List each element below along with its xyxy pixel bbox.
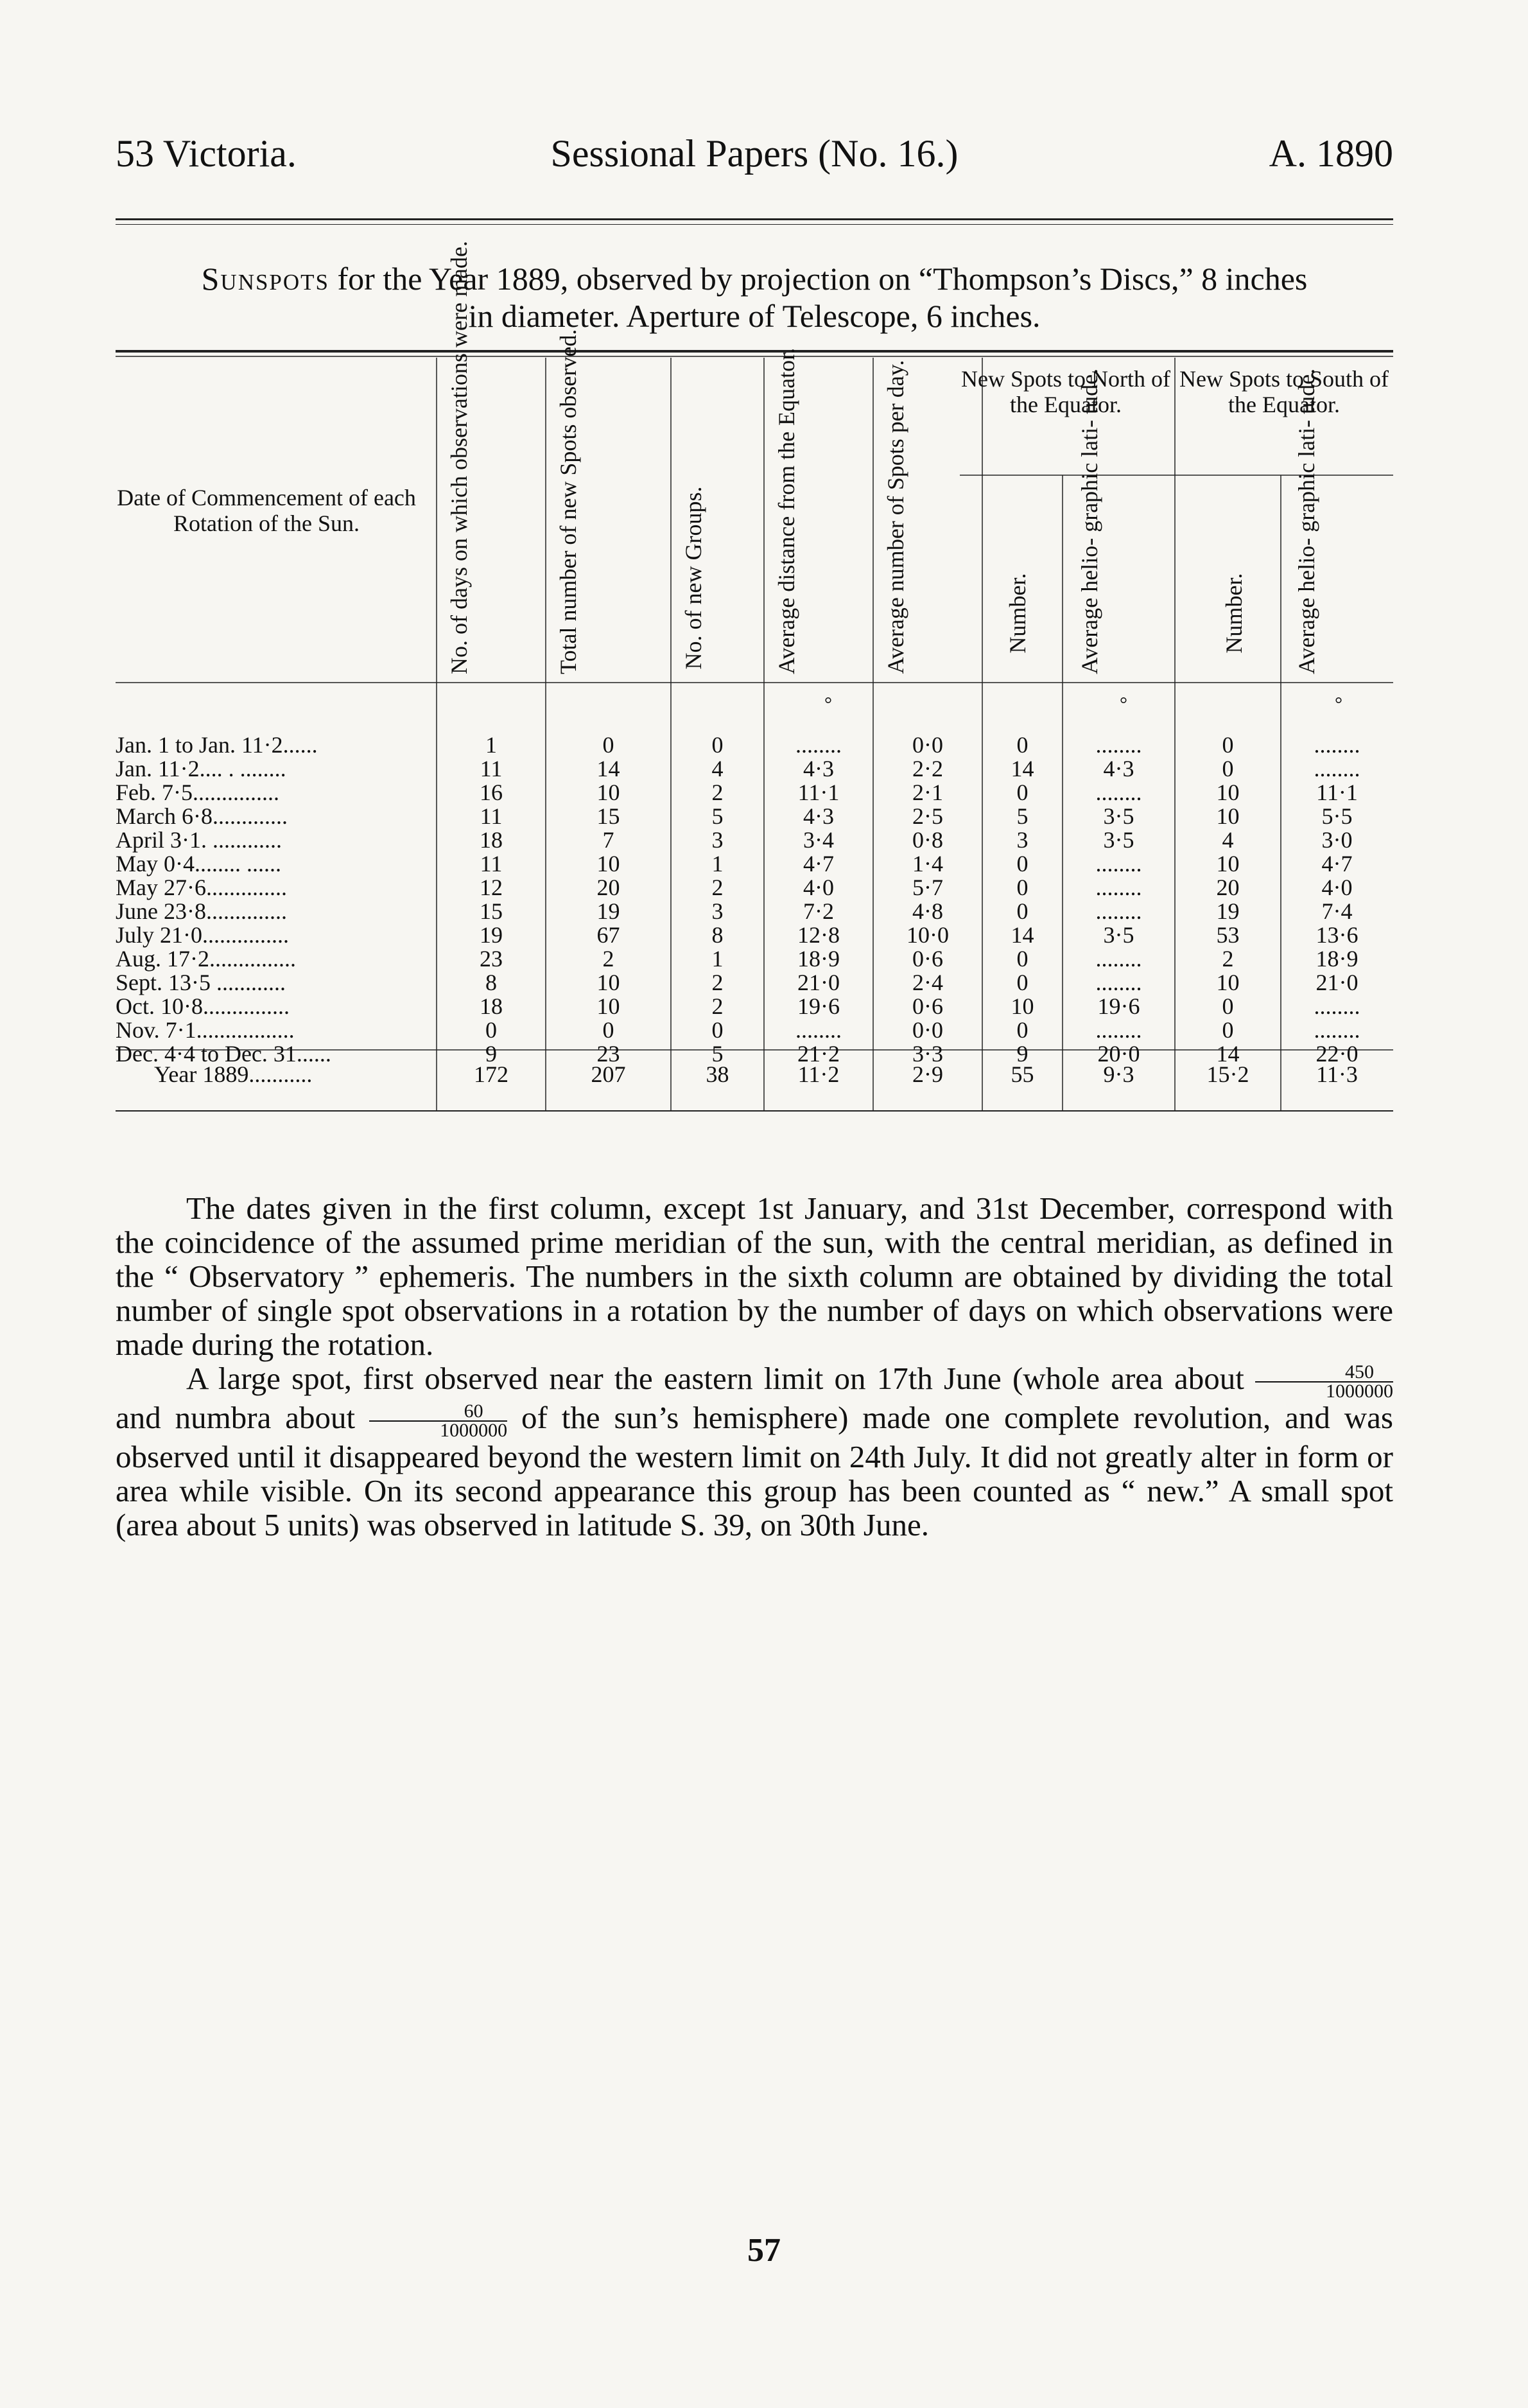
cell-days: 11 <box>480 803 503 829</box>
row-date: Oct. 10·8............... <box>116 993 290 1019</box>
row-date: Jan. 11·2.... . ........ <box>116 756 286 781</box>
cell-n_num: 0 <box>1016 970 1029 995</box>
row-date: April 3·1. ............ <box>116 827 282 853</box>
cell-dist: 21·2 <box>797 1041 840 1067</box>
cell-s_num: 14 <box>1216 1041 1240 1067</box>
cell-days: 23 <box>480 946 503 972</box>
cell-n_lat: ........ <box>1095 780 1142 805</box>
col-header-total: Total number of new Spots observed. <box>555 329 581 674</box>
cell-dist: 4·0 <box>803 875 834 900</box>
cell-dist: 4·3 <box>803 756 834 781</box>
cell-n_lat: 3·5 <box>1103 827 1134 853</box>
cell-groups: 0 <box>711 1017 724 1043</box>
cell-avg: 0·0 <box>912 732 943 758</box>
cell-n_lat: ........ <box>1095 732 1142 758</box>
cell-dist: 7·2 <box>803 898 834 924</box>
total-s_lat: 11·3 <box>1316 1061 1358 1087</box>
note-paragraph-2 <box>116 1361 1393 1542</box>
cell-s_lat: 4·7 <box>1321 851 1353 877</box>
cell-groups: 2 <box>711 970 724 995</box>
cell-n_num: 14 <box>1011 922 1034 948</box>
cell-n_lat: 19·6 <box>1097 993 1140 1019</box>
cell-avg: 0·8 <box>912 827 943 853</box>
cell-n_lat: 3·5 <box>1103 803 1134 829</box>
cell-total: 67 <box>596 922 620 948</box>
cell-dist: ........ <box>795 1017 842 1043</box>
cell-s_num: 0 <box>1222 732 1234 758</box>
cell-n_lat: ........ <box>1095 1017 1142 1043</box>
cell-s_num: 10 <box>1216 803 1240 829</box>
cell-s_lat: 3·0 <box>1321 827 1353 853</box>
cell-n_lat: ........ <box>1095 875 1142 900</box>
notes <box>116 1191 1393 1542</box>
cell-n_lat: ........ <box>1095 851 1142 877</box>
cell-n_num: 0 <box>1016 851 1029 877</box>
total-dist: 11·2 <box>797 1061 840 1087</box>
col-header-avg-spots: Average number of Spots per day. <box>883 360 908 674</box>
cell-total: 15 <box>596 803 620 829</box>
cell-avg: 0·0 <box>912 1017 943 1043</box>
cell-groups: 1 <box>711 946 724 972</box>
cell-groups: 1 <box>711 851 724 877</box>
note-p2-b: and numbra about <box>116 1399 370 1435</box>
total-days: 172 <box>474 1061 508 1087</box>
page-number: 57 <box>747 2232 781 2269</box>
cell-total: 19 <box>596 898 620 924</box>
cell-s_num: 53 <box>1216 922 1240 948</box>
cell-n_lat: 4·3 <box>1103 756 1134 781</box>
total-total: 207 <box>591 1061 626 1087</box>
cell-avg: 1·4 <box>912 851 943 877</box>
cell-total: 10 <box>596 993 620 1019</box>
cell-avg: 10·0 <box>907 922 949 948</box>
total-s_num: 15·2 <box>1206 1061 1249 1087</box>
deg-mark-north-lat: ° <box>1120 694 1127 715</box>
cell-dist: 4·3 <box>803 803 834 829</box>
cell-days: 0 <box>485 1017 497 1043</box>
cell-total: 10 <box>596 970 620 995</box>
cell-s_num: 0 <box>1222 756 1234 781</box>
total-row-label: Year 1889........... <box>154 1061 313 1087</box>
cell-groups: 2 <box>711 780 724 805</box>
row-date: July 21·0............... <box>116 922 289 948</box>
cell-s_lat: ........ <box>1314 732 1360 758</box>
cell-s_lat: ........ <box>1314 756 1360 781</box>
cell-days: 12 <box>480 875 503 900</box>
col-header-south: New Spots to South of the Equator. <box>1179 366 1389 417</box>
total-groups: 38 <box>706 1061 729 1087</box>
row-date: June 23·8.............. <box>116 898 287 924</box>
cell-s_num: 10 <box>1216 780 1240 805</box>
cell-total: 20 <box>596 875 620 900</box>
cell-s_num: 2 <box>1222 946 1234 972</box>
cell-s_lat: 5·5 <box>1321 803 1353 829</box>
title-line2: in diameter. Aperture of Telescope, 6 inches. <box>468 298 1041 334</box>
cell-avg: 4·8 <box>912 898 943 924</box>
cell-days: 19 <box>480 922 503 948</box>
cell-s_lat: 21·0 <box>1315 970 1359 995</box>
cell-dist: 18·9 <box>797 946 840 972</box>
cell-s_num: 4 <box>1222 827 1234 853</box>
cell-total: 23 <box>596 1041 620 1067</box>
cell-n_lat: 20·0 <box>1097 1041 1140 1067</box>
col-header-north-number: Number. <box>1005 573 1030 654</box>
cell-groups: 5 <box>711 1041 724 1067</box>
cell-dist: 4·7 <box>803 851 834 877</box>
cell-groups: 4 <box>711 756 724 781</box>
cell-s_num: 0 <box>1222 993 1234 1019</box>
cell-days: 16 <box>480 780 503 805</box>
cell-n_num: 10 <box>1011 993 1034 1019</box>
cell-days: 9 <box>485 1041 497 1067</box>
fraction-1-denominator: 1000000 <box>1326 1380 1393 1402</box>
note-p2-a: A large spot, first observed near the eastern limit on 17th June (whole area about <box>186 1361 1255 1396</box>
col-header-north-lat: Average helio- graphic lati- tude. <box>1077 368 1102 674</box>
cell-s_lat: ........ <box>1314 993 1360 1019</box>
cell-groups: 0 <box>711 732 724 758</box>
cell-days: 18 <box>480 827 503 853</box>
cell-avg: 3·3 <box>912 1041 943 1067</box>
cell-n_num: 0 <box>1016 732 1029 758</box>
col-header-groups: No. of new Groups. <box>681 486 706 670</box>
col-header-days: No. of days on which observations were made. <box>446 241 472 674</box>
row-date: Dec. 4·4 to Dec. 31...... <box>116 1041 331 1067</box>
cell-s_num: 10 <box>1216 851 1240 877</box>
row-date: Nov. 7·1................. <box>116 1017 295 1043</box>
header-papers: Sessional Papers (No. 16.) <box>550 132 959 175</box>
header-year: A. 1890 <box>1269 132 1393 175</box>
cell-s_lat: 13·6 <box>1315 922 1359 948</box>
title-line1: for the Year 1889, observed by projection on “Thompson’s Discs,” 8 inches <box>329 261 1308 297</box>
cell-groups: 3 <box>711 898 724 924</box>
cell-groups: 5 <box>711 803 724 829</box>
cell-n_num: 14 <box>1011 756 1034 781</box>
cell-n_lat: ........ <box>1095 970 1142 995</box>
cell-dist: 19·6 <box>797 993 840 1019</box>
cell-n_lat: ........ <box>1095 946 1142 972</box>
deg-mark-south-lat: ° <box>1335 694 1342 715</box>
cell-dist: 12·8 <box>797 922 840 948</box>
row-date: Sept. 13·5 ............ <box>116 970 286 995</box>
cell-total: 10 <box>596 780 620 805</box>
cell-s_lat: 18·9 <box>1315 946 1359 972</box>
cell-total: 2 <box>602 946 614 972</box>
fraction-1-numerator: 450 <box>1255 1363 1393 1383</box>
cell-s_lat: 22·0 <box>1315 1041 1359 1067</box>
cell-n_num: 0 <box>1016 780 1029 805</box>
cell-groups: 3 <box>711 827 724 853</box>
title-lead: Sunspots <box>201 261 330 297</box>
cell-total: 10 <box>596 851 620 877</box>
cell-n_num: 3 <box>1016 827 1029 853</box>
row-date: March 6·8............. <box>116 803 288 829</box>
fraction-2-numerator: 60 <box>369 1402 507 1422</box>
total-n_lat: 9·3 <box>1103 1061 1134 1087</box>
cell-dist: 3·4 <box>803 827 834 853</box>
table-title <box>116 260 1393 335</box>
cell-dist: 11·1 <box>797 780 840 805</box>
cell-s_lat: 4·0 <box>1321 875 1353 900</box>
row-date: May 27·6.............. <box>116 875 287 900</box>
cell-total: 0 <box>602 1017 614 1043</box>
cell-s_num: 10 <box>1216 970 1240 995</box>
col-header-north: New Spots to North of the Equator. <box>961 366 1170 417</box>
fraction-whole-area <box>1255 1363 1393 1400</box>
col-header-south-number: Number. <box>1221 573 1247 654</box>
cell-days: 18 <box>480 993 503 1019</box>
cell-n_lat: 3·5 <box>1103 922 1134 948</box>
col-header-date: Date of Commencement of each Rotation of the Sun. <box>117 485 416 536</box>
cell-s_lat: 11·1 <box>1316 780 1358 805</box>
cell-avg: 2·2 <box>912 756 943 781</box>
cell-n_num: 0 <box>1016 898 1029 924</box>
cell-s_lat: ........ <box>1314 1017 1360 1043</box>
cell-groups: 2 <box>711 993 724 1019</box>
running-header <box>116 132 1393 189</box>
cell-avg: 0·6 <box>912 946 943 972</box>
cell-n_num: 0 <box>1016 1017 1029 1043</box>
cell-avg: 2·5 <box>912 803 943 829</box>
cell-avg: 2·1 <box>912 780 943 805</box>
row-date: Aug. 17·2............... <box>116 946 296 972</box>
cell-n_num: 9 <box>1016 1041 1029 1067</box>
cell-n_num: 0 <box>1016 875 1029 900</box>
col-header-avg-dist: Average distance from the Equator. <box>774 347 799 674</box>
cell-days: 1 <box>485 732 497 758</box>
note-p2-c: of the sun’s hemisphere) made one complete revolution, and was observed until it disappeared beyond the western limit on 24th July. It did not greatly alter in form or area while visible. On its second appearance this group has been counted as “ new.” A small spot (area about 5 units) was observed in latitude S. 39, on 30th June. <box>116 1399 1393 1542</box>
cell-s_num: 19 <box>1216 898 1240 924</box>
header-session: 53 Victoria. <box>116 132 297 175</box>
cell-avg: 5·7 <box>912 875 943 900</box>
cell-n_num: 0 <box>1016 946 1029 972</box>
cell-avg: 2·4 <box>912 970 943 995</box>
cell-s_num: 0 <box>1222 1017 1234 1043</box>
deg-mark-dist: ° <box>824 694 832 715</box>
fraction-numbra <box>369 1402 507 1440</box>
row-date: Feb. 7·5............... <box>116 780 279 805</box>
cell-days: 11 <box>480 851 503 877</box>
cell-groups: 8 <box>711 922 724 948</box>
note-paragraph-1: The dates given in the first column, except 1st January, and 31st December, correspond with the coincidence of the assumed prime meridian of the sun, with the central meridian, as defined in the “ Observatory ” ephemeris. The numbers in the sixth column are obtained by dividing the total number of single spot observations in a rotation by the number of days on which observations were made during the rotation. <box>116 1191 1393 1362</box>
fraction-2-denominator: 1000000 <box>440 1419 508 1441</box>
cell-days: 15 <box>480 898 503 924</box>
cell-n_num: 5 <box>1016 803 1029 829</box>
total-avg: 2·9 <box>912 1061 943 1087</box>
total-n_num: 55 <box>1011 1061 1034 1087</box>
cell-total: 0 <box>602 732 614 758</box>
col-header-south-lat: Average helio- graphic lati- tude. <box>1294 368 1319 674</box>
cell-avg: 0·6 <box>912 993 943 1019</box>
cell-total: 7 <box>602 827 614 853</box>
cell-days: 8 <box>485 970 497 995</box>
cell-days: 11 <box>480 756 503 781</box>
cell-n_lat: ........ <box>1095 898 1142 924</box>
cell-s_num: 20 <box>1216 875 1240 900</box>
cell-groups: 2 <box>711 875 724 900</box>
cell-dist: ........ <box>795 732 842 758</box>
row-date: May 0·4........ ...... <box>116 851 281 877</box>
header-rule <box>116 218 1393 225</box>
cell-s_lat: 7·4 <box>1321 898 1353 924</box>
cell-total: 14 <box>596 756 620 781</box>
row-date: Jan. 1 to Jan. 11·2...... <box>116 732 318 758</box>
cell-dist: 21·0 <box>797 970 840 995</box>
